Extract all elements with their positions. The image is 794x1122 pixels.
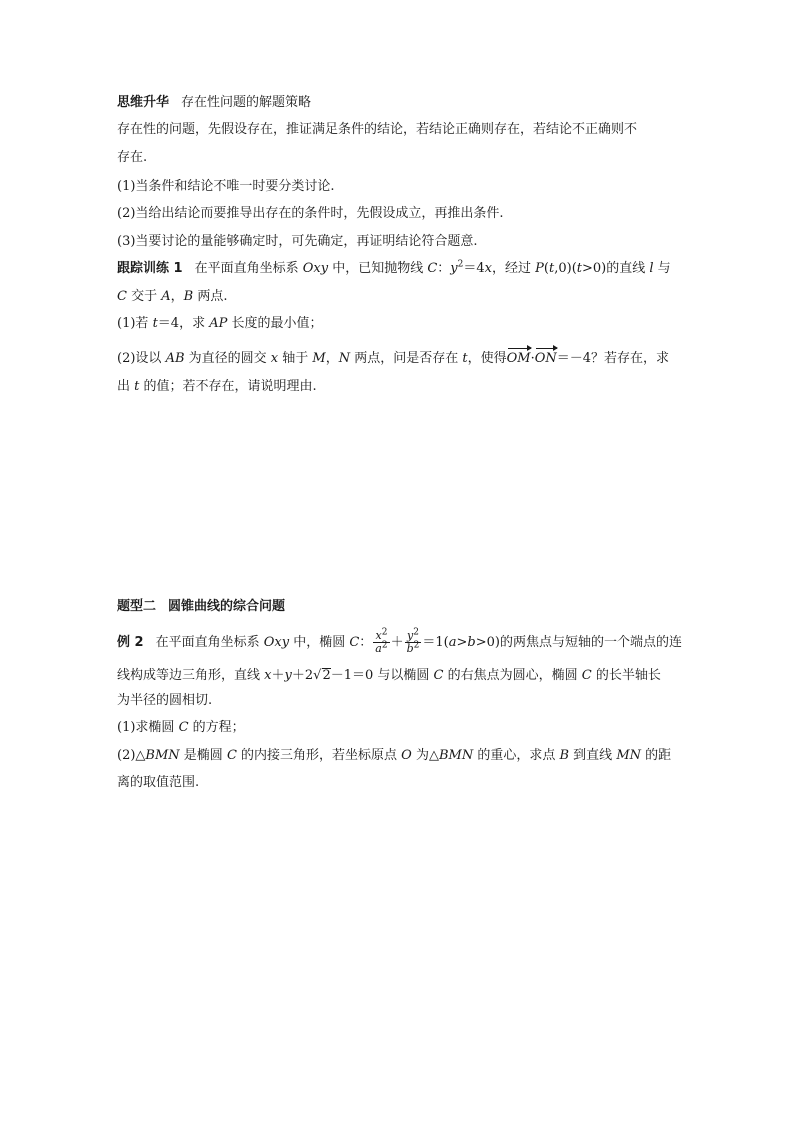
- math-var: AP: [209, 316, 228, 331]
- math-var: a: [448, 635, 457, 650]
- math-var: O: [401, 748, 412, 763]
- text: ·: [530, 351, 535, 366]
- section1-point-3: (3)当要讨论的量能够确定时，可先确定，再证明结论符合题意.: [117, 234, 478, 249]
- example-line1: [117, 628, 682, 658]
- text: 中，椭圆: [289, 635, 350, 650]
- math-var: P: [535, 261, 544, 276]
- math-var: B: [183, 289, 194, 304]
- example-line2: [117, 666, 661, 686]
- math-var: y: [450, 261, 458, 276]
- text: ＋: [390, 635, 404, 650]
- text: 的重心，求点: [473, 748, 560, 763]
- example-line3: 为半径的圆相切.: [117, 693, 213, 708]
- text: 中，已知抛物线: [328, 261, 428, 276]
- math-var: C: [117, 289, 127, 304]
- section2-title: 圆锥曲线的综合问题: [168, 599, 286, 614]
- vector-on: ON: [535, 349, 557, 369]
- text: ＝－4？若存在，求: [556, 351, 670, 366]
- math-var: x: [484, 261, 493, 276]
- text: 轴于: [278, 351, 313, 366]
- text: 的右焦点为圆心，椭圆: [443, 668, 582, 683]
- math-var: b: [406, 642, 414, 655]
- text: 是椭圆: [179, 748, 227, 763]
- text: ，使得: [467, 351, 507, 366]
- text: ,0)(: [554, 261, 577, 276]
- example-part2-line1: [117, 746, 671, 766]
- text: ＋: [271, 668, 285, 683]
- math-var: A: [161, 289, 171, 304]
- practice-label: 跟踪训练 1: [117, 261, 183, 276]
- math-var: C: [427, 261, 438, 276]
- text: ，: [325, 351, 339, 366]
- text: ，: [170, 289, 184, 304]
- math-var: BMN: [145, 748, 180, 763]
- text: ，经过: [492, 261, 536, 276]
- practice-part2-line1: [117, 349, 669, 369]
- text: (2)△: [117, 748, 146, 763]
- text: 交于: [126, 289, 162, 304]
- sqrt-radicand: 2: [322, 668, 331, 683]
- math-var: C: [581, 668, 592, 683]
- math-var: x: [264, 668, 272, 683]
- example-part1: [117, 718, 245, 738]
- text: 长度的最小值；: [227, 316, 323, 331]
- section1-intro-line1: 存在性的问题，先假设存在，推证满足条件的结论，若结论正确则存在，若结论不正确则不: [117, 122, 638, 137]
- section1-heading-line: [117, 93, 311, 113]
- math-var: t: [548, 261, 555, 276]
- text: 的距: [641, 748, 672, 763]
- practice-question-line2: [117, 287, 227, 307]
- math-var: C: [349, 635, 360, 650]
- text: 的方程；: [188, 720, 245, 735]
- text: 出: [117, 379, 135, 394]
- text: 的内接三角形，若坐标原点: [236, 748, 402, 763]
- math-var: t: [462, 351, 468, 366]
- sqrt-symbol: √: [313, 668, 322, 683]
- text: (: [543, 261, 549, 276]
- math-var: y: [407, 629, 414, 642]
- math-var: t: [152, 316, 158, 331]
- math-var: B: [559, 748, 570, 763]
- math-var: BMN: [438, 748, 474, 763]
- text: 在平面直角坐标系: [194, 261, 303, 276]
- text: ＝1(: [422, 635, 449, 650]
- practice-question-line1: 跟踪训练 1 在平面直角坐标系 Oxy 中，已知抛物线 C：$y^2=4x$，经过 P(t,0)(t>0)的直线 l 与: [117, 259, 671, 276]
- text: >0)的直线: [582, 261, 650, 276]
- math-var: C: [433, 668, 444, 683]
- text: 为直径的圆交: [184, 351, 271, 366]
- text: >: [456, 635, 468, 650]
- section1-subheading: 存在性问题的解题策略: [181, 95, 312, 110]
- text: 与: [653, 261, 671, 276]
- math-var: t: [134, 379, 140, 394]
- practice-part1: [117, 314, 322, 334]
- section1-intro-line2: 存在.: [117, 150, 148, 165]
- text: 两点.: [193, 289, 228, 304]
- text: (1)若: [117, 316, 153, 331]
- vector-om: OM: [507, 349, 531, 369]
- text: ＋2: [291, 668, 314, 683]
- math-var: b: [467, 635, 476, 650]
- text: 的值；若不存在，请说明理由.: [139, 379, 317, 394]
- math-var: M: [312, 351, 326, 366]
- example-label: 例 2: [117, 635, 144, 650]
- text: ＝4，求: [157, 316, 210, 331]
- math-var: Oxy: [302, 261, 329, 276]
- text: 在平面直角坐标系: [155, 635, 264, 650]
- math-var: y: [284, 668, 292, 683]
- text: 两点，问是否存在: [350, 351, 463, 366]
- math-var: a: [375, 642, 382, 655]
- text: 为△: [411, 748, 439, 763]
- example-part2-line2: 离的取值范围.: [117, 775, 200, 790]
- section1-heading: 思维升华: [117, 95, 170, 110]
- practice-part2-line2: [117, 377, 317, 397]
- fraction-x2-a2: $\frac{x^2}{a^2}$: [375, 627, 388, 655]
- text: 到直线: [569, 748, 617, 763]
- section2-heading: 题型二: [117, 599, 157, 614]
- math-var: AB: [165, 351, 185, 366]
- fraction-y2-b2: $\frac{y^2}{b^2}$: [406, 627, 420, 655]
- section1-point-1: (1)当条件和结论不唯一时要分类讨论.: [117, 179, 335, 194]
- text: －1＝0 与以椭圆: [330, 668, 434, 683]
- math-var: x: [270, 351, 279, 366]
- section1-point-2: (2)当给出结论而要推导出存在的条件时，先假设成立，再推出条件.: [117, 206, 504, 221]
- math-var: N: [338, 351, 351, 366]
- math-var: t: [576, 261, 582, 276]
- text: ＝4: [463, 261, 485, 276]
- math-var: Oxy: [263, 635, 290, 650]
- text: (2)设以: [117, 351, 166, 366]
- math-var: C: [178, 720, 189, 735]
- text: ：: [359, 635, 373, 650]
- math-var: l: [649, 261, 654, 276]
- section2-heading-line: [117, 597, 285, 617]
- text: 线构成等边三角形，直线: [117, 668, 265, 683]
- text: (1)求椭圆: [117, 720, 179, 735]
- math-var: x: [375, 629, 382, 642]
- text: 的长半轴长: [591, 668, 661, 683]
- text: >0)的两焦点与短轴的一个端点的连: [475, 635, 682, 650]
- text: ：: [437, 261, 451, 276]
- math-var: C: [226, 748, 237, 763]
- math-var: MN: [616, 748, 641, 763]
